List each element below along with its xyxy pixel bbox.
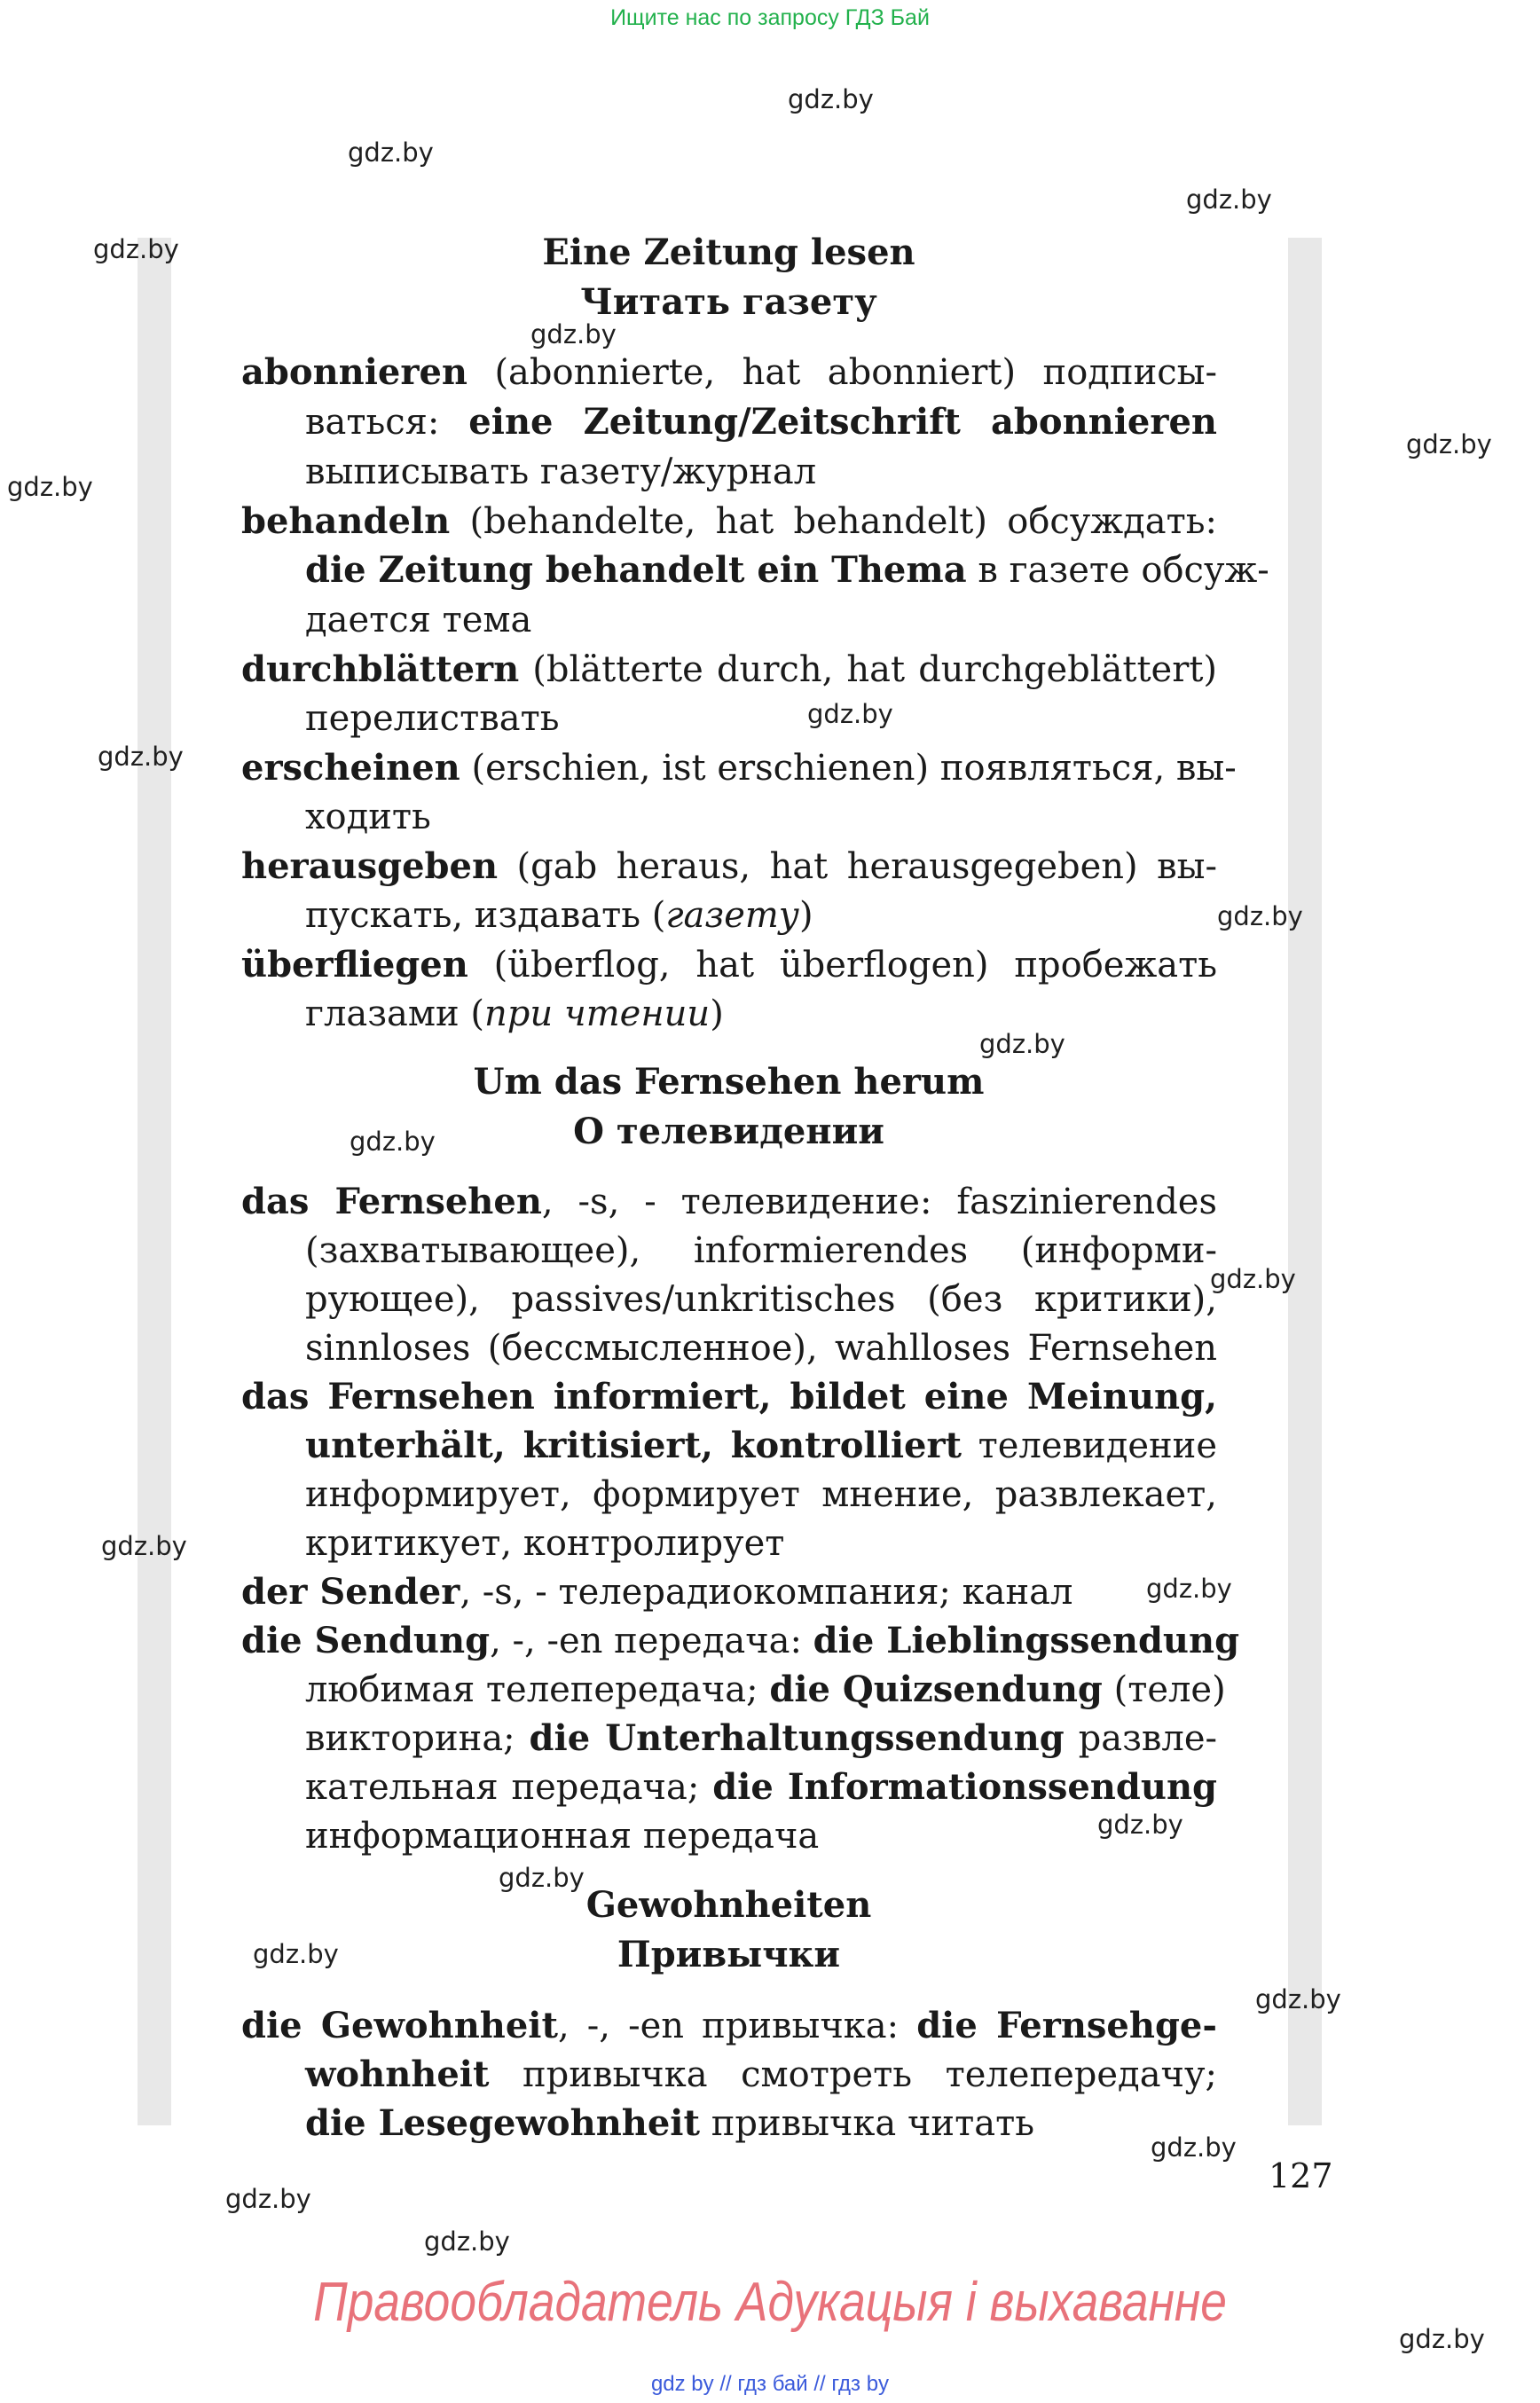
watermark: gdz.by bbox=[979, 1029, 1065, 1059]
entry-line: erscheinen (erschien, ist erschienen) появляться, вы- bbox=[241, 747, 1237, 789]
entry-line: der Sender, -s, - телерадиокомпания; канал bbox=[241, 1571, 1073, 1613]
entry-line: перелиствать bbox=[305, 698, 560, 739]
watermark: gdz.by bbox=[807, 699, 893, 729]
section-title-de: Gewohnheiten bbox=[585, 1884, 872, 1926]
watermark: gdz.by bbox=[93, 234, 179, 264]
footer-link[interactable]: гдз бай bbox=[737, 2372, 808, 2396]
entry-line: überfliegen (überflog, hat überflogen) пробежать bbox=[241, 944, 1217, 986]
entry-line: wohnheit привычка смотреть телепередачу; bbox=[305, 2054, 1217, 2095]
watermark: gdz.by bbox=[7, 472, 93, 502]
watermark: gdz.by bbox=[499, 1863, 585, 1893]
entry-line: глазами (при чтении) bbox=[305, 993, 724, 1034]
entry-line: ваться: eine Zeitung/Zeitschrift abonnieren bbox=[305, 401, 1217, 443]
watermark: gdz.by bbox=[348, 137, 434, 168]
entry-line: пускать, издавать (газету) bbox=[305, 895, 813, 936]
section-title-de: Eine Zeitung lesen bbox=[542, 232, 915, 273]
entry-line: das Fernsehen informiert, bildet eine Meinung, bbox=[241, 1376, 1217, 1417]
footer-links bbox=[0, 2372, 1540, 2397]
watermark: gdz.by bbox=[101, 1531, 187, 1561]
entry-line: das Fernsehen, -s, - телевидение: faszinierendes bbox=[241, 1181, 1217, 1222]
footer-separator: // bbox=[813, 2372, 826, 2396]
section-title-ru: Привычки bbox=[617, 1934, 841, 1975]
entry-line: die Gewohnheit, -, -en привычка: die Fernsehge- bbox=[241, 2005, 1217, 2046]
rights-holder-notice: Правообладатель Адукацыя і выхаванне bbox=[313, 2272, 1227, 2333]
watermark: gdz.by bbox=[253, 1939, 339, 1969]
entry-line: die Zeitung behandelt ein Thema в газете обсуж- bbox=[305, 549, 1269, 591]
watermark: gdz.by bbox=[1186, 185, 1272, 215]
watermark: gdz.by bbox=[225, 2184, 311, 2214]
watermark: gdz.by bbox=[1399, 2324, 1485, 2354]
footer-separator: // bbox=[719, 2372, 732, 2396]
entry-line: durchblättern (blätterte durch, hat durchgeblättert) bbox=[241, 648, 1217, 690]
watermark: gdz.by bbox=[424, 2226, 510, 2257]
entry-line: рующее), passives/unkritisches (без критики), bbox=[305, 1279, 1217, 1320]
entry-line: die Lesegewohnheit привычка читать bbox=[305, 2102, 1034, 2144]
entry-line: информационная передача bbox=[305, 1816, 820, 1857]
search-banner[interactable]: Ищите нас по запросу ГДЗ Бай bbox=[610, 5, 930, 30]
entry-line: ходить bbox=[305, 797, 431, 837]
watermark: gdz.by bbox=[1097, 1810, 1183, 1840]
watermark: gdz.by bbox=[1255, 1984, 1341, 2014]
page-number: 127 bbox=[1269, 2156, 1333, 2195]
entry-line: критикует, контролирует bbox=[305, 1523, 785, 1564]
entry-line: unterhält, kritisiert, kontrolliert телевидение bbox=[305, 1425, 1217, 1466]
entry-line: кательная передача; die Informationssendung bbox=[305, 1766, 1217, 1808]
footer-link[interactable]: gdz by bbox=[650, 2372, 714, 2396]
entry-line: (захватывающее), informierendes (информи- bbox=[305, 1230, 1217, 1271]
entry-line: информирует, формирует мнение, развлекает, bbox=[305, 1474, 1217, 1515]
left-margin-bar bbox=[138, 238, 171, 2125]
watermark: gdz.by bbox=[1146, 1574, 1232, 1604]
entry-line: выписывать газету/журнал bbox=[305, 452, 817, 492]
footer-link[interactable]: гдз by bbox=[831, 2372, 890, 2396]
section-title-de: Um das Fernsehen herum bbox=[473, 1061, 985, 1103]
section-title-ru: Читать газету bbox=[580, 281, 877, 323]
right-margin-bar bbox=[1288, 238, 1322, 2125]
watermark: gdz.by bbox=[1210, 1264, 1296, 1294]
watermark: gdz.by bbox=[98, 742, 184, 772]
entry-line: дается тема bbox=[305, 600, 532, 640]
watermark: gdz.by bbox=[530, 319, 617, 349]
entry-line: abonnieren (abonnierte, hat abonniert) подписы- bbox=[241, 351, 1217, 393]
section-title-ru: О телевидении bbox=[573, 1111, 884, 1152]
watermark: gdz.by bbox=[1151, 2132, 1237, 2163]
entry-line: любимая телепередача; die Quizsendung (теле) bbox=[305, 1669, 1226, 1710]
entry-line: викторина; die Unterhaltungssendung развле- bbox=[305, 1717, 1218, 1759]
watermark: gdz.by bbox=[788, 84, 874, 114]
entry-line: herausgeben (gab heraus, hat herausgegeben) вы- bbox=[241, 845, 1217, 887]
watermark: gdz.by bbox=[350, 1127, 436, 1157]
entry-line: die Sendung, -, -en передача: die Lieblingssendung bbox=[241, 1620, 1240, 1661]
entry-line: behandeln (behandelte, hat behandelt) обсуждать: bbox=[241, 500, 1217, 542]
watermark: gdz.by bbox=[1406, 429, 1492, 459]
watermark: gdz.by bbox=[1217, 901, 1303, 931]
entry-line: sinnloses (бессмысленное), wahlloses Fernsehen bbox=[305, 1328, 1217, 1369]
